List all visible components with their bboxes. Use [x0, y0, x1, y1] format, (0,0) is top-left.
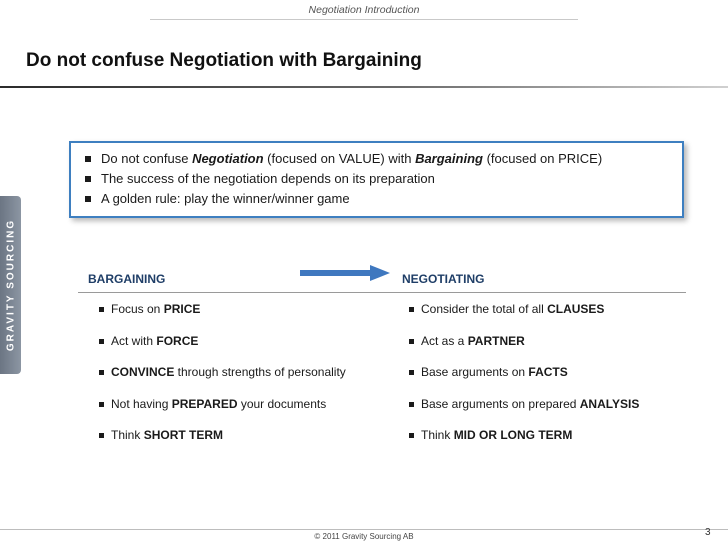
item-bold: ANALYSIS: [579, 396, 640, 411]
square-bullet-icon: [409, 402, 414, 407]
list-item: [97, 393, 346, 425]
columns-divider: [78, 292, 686, 293]
negotiating-heading: NEGOTIATING: [402, 272, 485, 286]
intro-item-1-mid: (focused on VALUE) with: [263, 151, 416, 166]
item-bold: FORCE: [156, 333, 199, 348]
square-bullet-icon: [85, 156, 91, 162]
item-post: your documents: [237, 396, 327, 411]
square-bullet-icon: [99, 402, 104, 407]
square-bullet-icon: [409, 370, 414, 375]
intro-item: [83, 149, 682, 169]
square-bullet-icon: [99, 433, 104, 438]
item-pre: Focus on: [111, 302, 164, 316]
square-bullet-icon: [409, 433, 414, 438]
list-item: [407, 361, 639, 393]
square-bullet-icon: [85, 176, 91, 182]
item-pre: Consider the total of all: [421, 302, 548, 316]
item-bold: PARTNER: [467, 333, 525, 348]
item-pre: Act as a: [421, 333, 468, 348]
item-bold: SHORT TERM: [143, 428, 224, 442]
title-underline: [0, 86, 728, 88]
item-bold: MID OR LONG TERM: [453, 428, 573, 442]
list-item: [97, 424, 346, 456]
list-item: [97, 330, 346, 362]
square-bullet-icon: [99, 339, 104, 344]
item-pre: Think: [421, 428, 454, 442]
list-item: [407, 393, 639, 425]
square-bullet-icon: [99, 307, 104, 312]
item-post: through strengths of personality: [174, 365, 346, 379]
list-item: [97, 361, 346, 393]
list-item: [407, 424, 639, 456]
item-bold: CONVINCE: [111, 365, 175, 379]
slide-title: Do not confuse Negotiation with Bargaining: [26, 50, 422, 71]
header-divider: [150, 19, 578, 20]
list-item: [407, 298, 639, 330]
square-bullet-icon: [85, 196, 91, 202]
right-arrow-icon: [300, 265, 390, 281]
item-pre: Base arguments on prepared: [421, 396, 580, 411]
item-bold: PRICE: [163, 302, 201, 316]
footer-divider: [0, 529, 728, 530]
item-pre: Act with: [111, 333, 157, 348]
intro-item-2-text: The success of the negotiation depends on its preparation: [101, 171, 435, 186]
page-number: 3: [705, 527, 711, 538]
item-bold: PREPARED: [171, 396, 238, 411]
intro-item-1-post: (focused on PRICE): [482, 151, 603, 166]
footer-copyright: © 2011 Gravity Sourcing AB: [314, 532, 414, 541]
negotiating-list: [407, 298, 639, 456]
item-bold: CLAUSES: [547, 302, 605, 316]
list-item: [97, 298, 346, 330]
bargaining-list: [97, 298, 346, 456]
item-pre: Think: [111, 428, 144, 442]
intro-item: [83, 189, 682, 209]
bargaining-heading: BARGAINING: [88, 272, 166, 286]
header-caption: Negotiation Introduction: [308, 4, 420, 16]
intro-list: [83, 149, 682, 209]
item-pre: Base arguments on: [421, 365, 529, 379]
intro-item-1-pre: Do not confuse: [101, 151, 193, 166]
intro-box: [69, 141, 684, 218]
square-bullet-icon: [409, 307, 414, 312]
list-item: [407, 330, 639, 362]
intro-item: [83, 169, 682, 189]
brand-side-tab: [0, 196, 21, 374]
item-bold: FACTS: [528, 365, 568, 379]
square-bullet-icon: [409, 339, 414, 344]
square-bullet-icon: [99, 370, 104, 375]
intro-item-1-negotiation: Negotiation: [192, 151, 264, 166]
intro-item-3-text: A golden rule: play the winner/winner game: [101, 191, 350, 206]
brand-side-tab-text: GRAVITY SOURCING: [5, 218, 16, 352]
intro-item-1-bargaining: Bargaining: [415, 151, 483, 166]
item-pre: Not having: [111, 396, 172, 411]
